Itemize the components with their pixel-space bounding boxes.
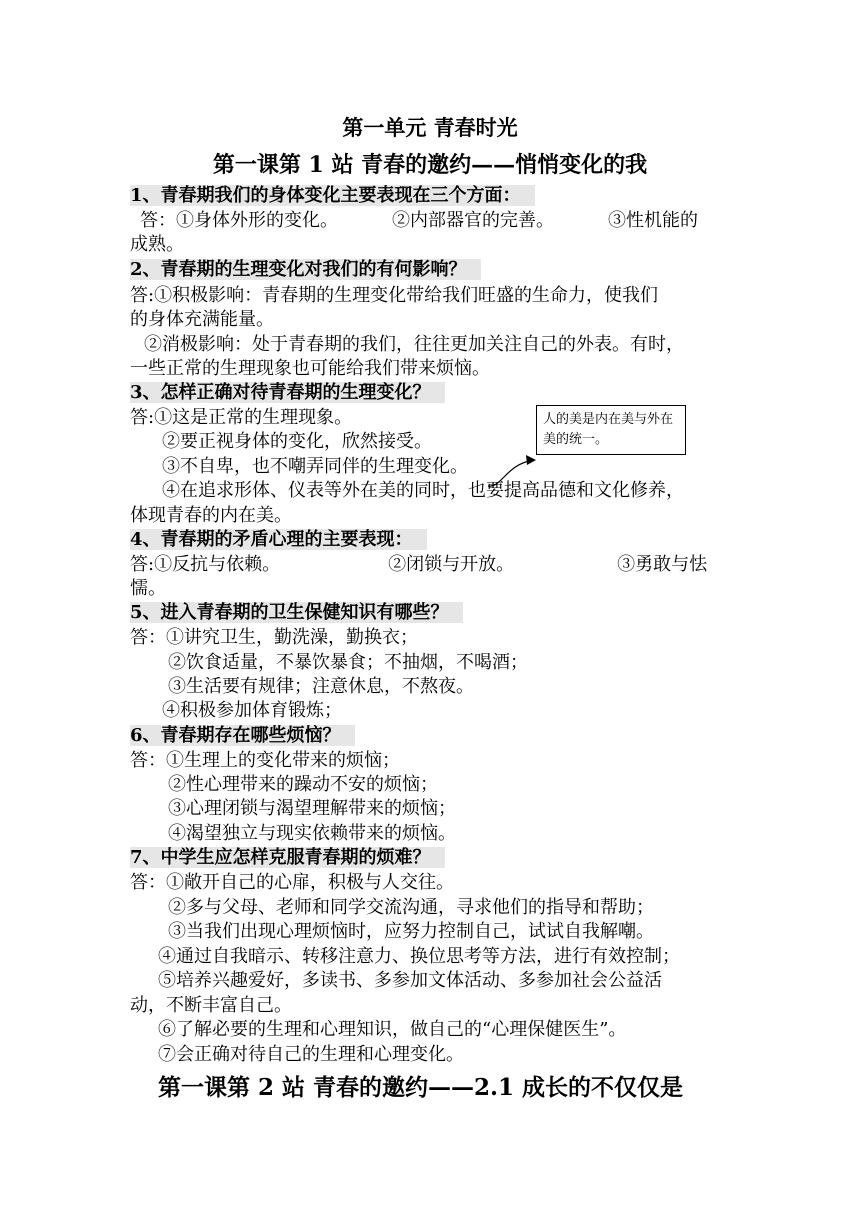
answer-6-line-2: ②性心理带来的躁动不安的烦恼； [168, 774, 438, 795]
question-5-text: 5、进入青春期的卫生保健知识有哪些？ [130, 602, 463, 623]
answer-2-line-4: 一些正常的生理现象也可能给我们带来烦恼。 [130, 358, 490, 379]
answer-3-line-3: ③不自卑，也不嘲弄同伴的生理变化。 [162, 456, 468, 477]
answer-1-line-2: 成熟。 [130, 234, 184, 255]
lesson-1-title: 第一课第 1 站 青春的邀约——悄悄变化的我 [212, 152, 648, 178]
answer-7-line-5: ⑤培养兴趣爱好，多读书、多参加文体活动、多参加社会公益活 [158, 970, 662, 991]
question-1-text: 1、青春期我们的身体变化主要表现在三个方面： [130, 185, 535, 206]
answer-4-item-a: 答:①反抗与依赖。 [130, 554, 281, 575]
answer-6-line-1: 答：①生理上的变化带来的烦恼； [130, 750, 400, 771]
unit-title: 第一单元 青春时光 [342, 115, 518, 140]
note-arrow-icon [480, 450, 540, 490]
question-2 [130, 258, 732, 282]
question-5 [130, 601, 732, 625]
answer-1-item-a: 答：①身体外形的变化。 [140, 210, 338, 231]
lesson-2-title: 第一课第 2 站 青春的邀约——2.1 成长的不仅仅是 [158, 1074, 684, 1101]
answer-4-item-b: ②闭锁与开放。 [388, 554, 515, 575]
answer-3-line-4: ④在追求形体、仪表等外在美的同时，也要提高品德和文化修养， [162, 480, 684, 501]
answer-6-line-4: ④渴望独立与现实依赖带来的烦恼。 [168, 823, 456, 844]
answer-3-line-1: 答:①这是正常的生理现象。 [130, 407, 353, 428]
answer-4-item-c: ③勇敢与怯 [617, 554, 708, 575]
side-note-box: 人的美是内在美与外在美的统一。 [536, 405, 686, 455]
answer-5-line-4: ④积极参加体育锻炼； [162, 700, 342, 721]
answer-1-line-1 [130, 209, 732, 233]
question-4 [130, 528, 732, 552]
answer-2-line-1: 答:①积极影响：青春期的生理变化带给我们旺盛的生命力，使我们 [130, 285, 659, 306]
question-4-text: 4、青春期的矛盾心理的主要表现： [130, 529, 427, 550]
answer-7-line-8: ⑦会正确对待自己的生理和心理变化。 [158, 1044, 464, 1065]
answer-1-item-b: ②内部器官的完善。 [392, 210, 554, 231]
answer-5-line-2: ②饮食适量，不暴饮暴食；不抽烟，不喝酒； [168, 652, 528, 673]
answer-3-line-2: ②要正视身体的变化，欣然接受。 [162, 431, 432, 452]
question-7 [130, 846, 732, 870]
answer-1-item-c: ③性机能的 [608, 210, 698, 231]
answer-2-line-2: 的身体充满能量。 [130, 309, 274, 330]
answer-7-line-7: ⑥了解必要的生理和心理知识，做自己的“心理保健医生”。 [158, 1019, 627, 1040]
question-1 [130, 184, 732, 208]
answer-5-line-1: 答：①讲究卫生，勤洗澡，勤换衣； [130, 627, 418, 648]
answer-7-line-4: ④通过自我暗示、转移注意力、换位思考等方法，进行有效控制； [158, 946, 680, 967]
question-3 [130, 381, 732, 405]
answer-7-line-3: ③当我们出现心理烦恼时，应努力控制自己，试试自我解嘲。 [168, 921, 654, 942]
answer-7-line-1: 答：①敞开自己的心扉，积极与人交往。 [130, 872, 454, 893]
question-6 [130, 724, 732, 748]
question-3-text: 3、怎样正确对待青春期的生理变化？ [130, 382, 445, 403]
answer-4-line-2: 懦。 [130, 578, 166, 599]
question-7-text: 7、中学生应怎样克服青春期的烦难？ [130, 847, 445, 868]
answer-6-line-3: ③心理闭锁与渴望理解带来的烦恼； [168, 798, 456, 819]
answer-5-line-3: ③生活要有规律；注意休息，不熬夜。 [168, 676, 474, 697]
question-2-text: 2、青春期的生理变化对我们的有何影响？ [130, 259, 481, 280]
answer-3-line-5: 体现青春的内在美。 [130, 505, 292, 526]
answer-2-line-3: ②消极影响：处于青春期的我们，往往更加关注自己的外表。有时， [144, 334, 684, 355]
answer-4-line-1 [130, 553, 732, 577]
answer-7-line-2: ②多与父母、老师和同学交流沟通，寻求他们的指导和帮助； [168, 897, 654, 918]
question-6-text: 6、青春期存在哪些烦恼？ [130, 725, 355, 746]
answer-7-line-6: 动，不断丰富自己。 [130, 995, 292, 1016]
